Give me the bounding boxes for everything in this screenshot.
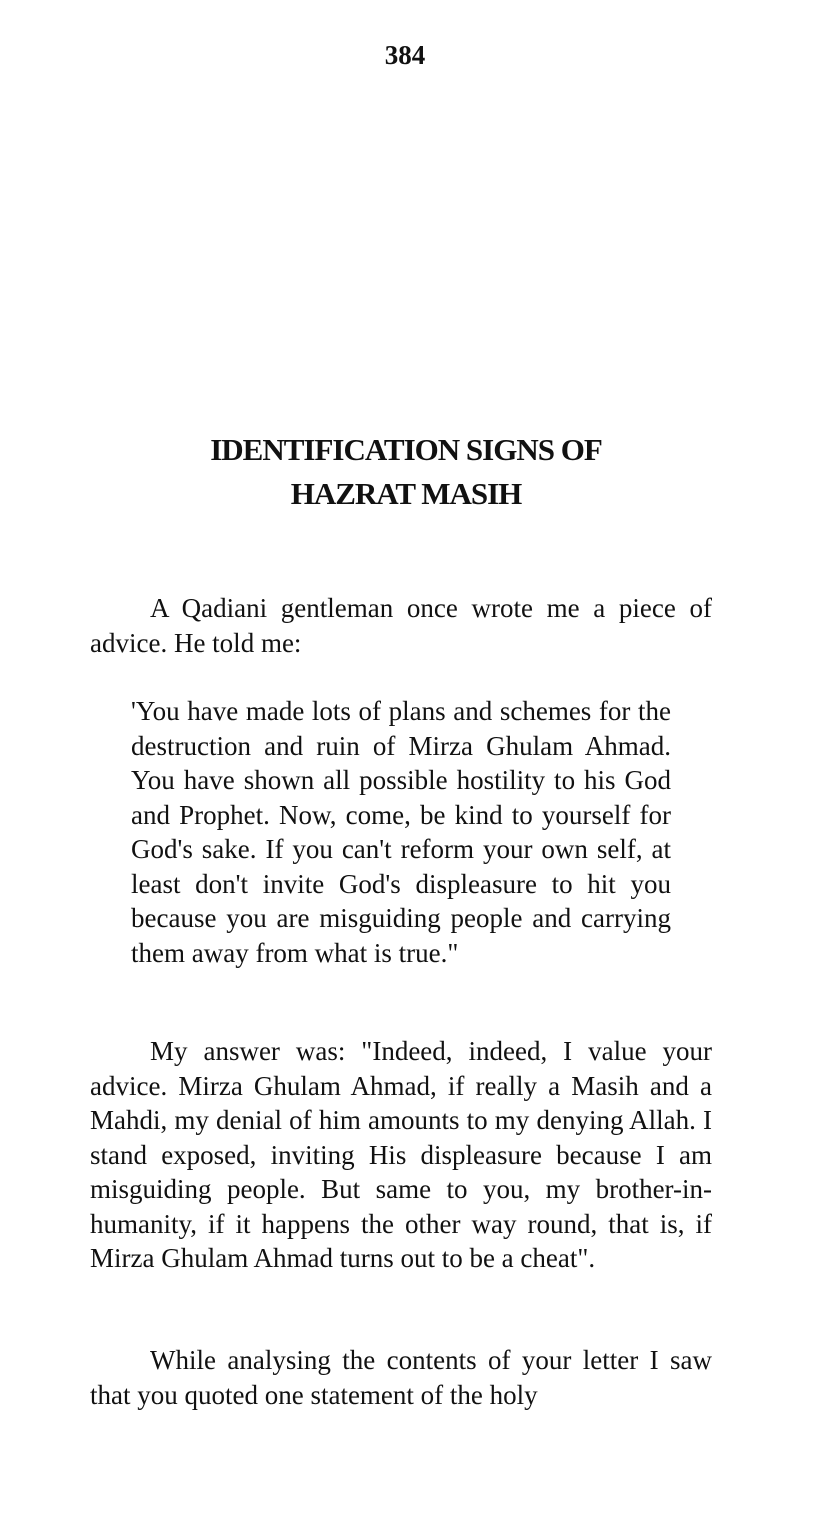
chapter-title-line-2: HAZRAT MASIH (290, 476, 522, 511)
chapter-title (0, 428, 812, 516)
paragraph-1-text: A Qadiani gentleman once wrote me a piece of advice. He told me: (90, 593, 712, 658)
page-number: 384 (384, 40, 426, 70)
paragraph-3 (90, 1343, 712, 1412)
paragraph-2-text: My answer was: "Indeed, indeed, I value your advice. Mirza Ghulam Ahmad, if really a Masih and a Mahdi, my denial of him amounts to my denying Allah. I stand exposed, inviting His displeasure because I am misguiding people. But same to you, my brother-in-humanity, if it happens the other way round, that is, if Mirza Ghulam Ahmad turns out to be a cheat". (90, 1036, 712, 1273)
chapter-title-line-1: IDENTIFICATION SIGNS OF (210, 432, 602, 467)
quoted-advice: 'You have made lots of plans and schemes for the destruction and ruin of Mirza Ghulam Ahmad. You have shown all possible hostility to his God and Prophet. Now, come, be kind to yourself for God's sake. If you can't reform your own self, at least don't invite God's displeasure to hit you because you are misguiding people and carrying them away from what is true." (131, 696, 671, 968)
paragraph-1 (90, 591, 712, 660)
paragraph-2 (90, 1034, 712, 1276)
paragraph-3-text: While analysing the contents of your letter I saw that you quoted one statement of the holy (90, 1345, 712, 1410)
